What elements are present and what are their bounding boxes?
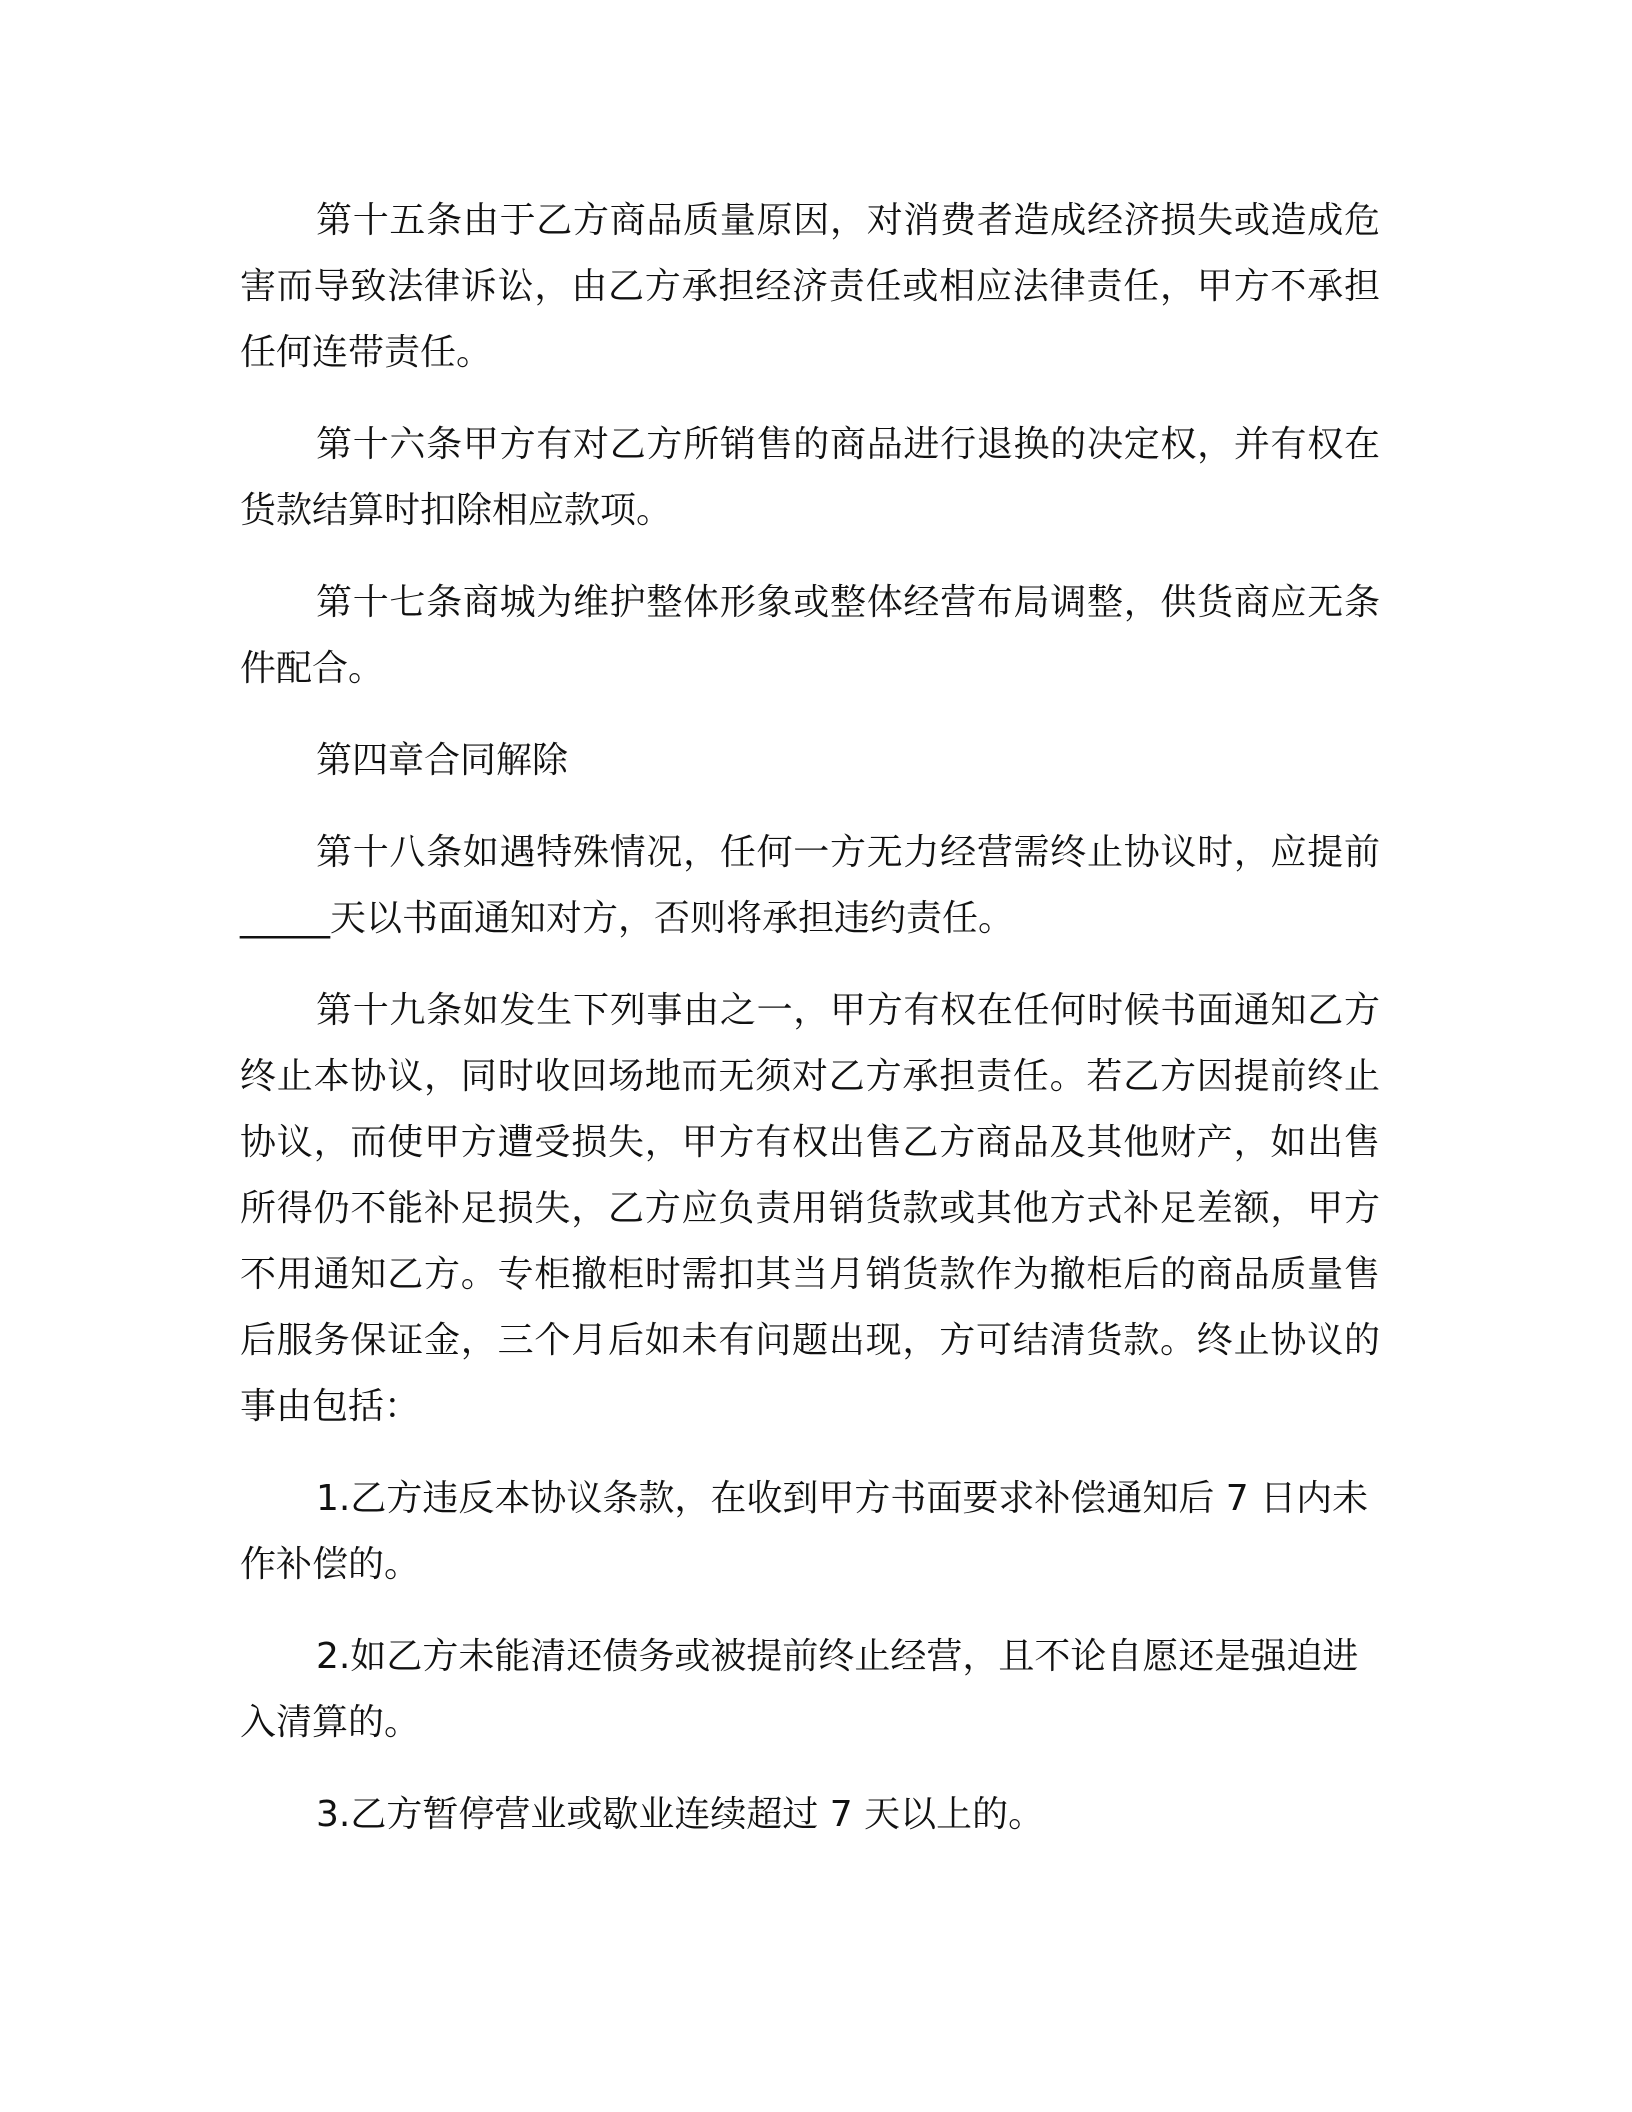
termination-reason-2: 2.如乙方未能清还债务或被提前终止经营，且不论自愿还是强迫进入清算的。 bbox=[240, 1636, 1359, 1743]
chapter-4-heading: 第四章合同解除 bbox=[316, 740, 569, 781]
article-17-paragraph: 第十七条商城为维护整体形象或整体经营布局调整，供货商应无条件配合。 bbox=[240, 582, 1380, 689]
article-16-paragraph: 第十六条甲方有对乙方所销售的商品进行退换的决定权，并有权在货款结算时扣除相应款项。 bbox=[240, 424, 1380, 531]
article-18-paragraph: 第十八条如遇特殊情况，任何一方无力经营需终止协议时，应提前_____天以书面通知对方，否则将承担违约责任。 bbox=[240, 832, 1380, 939]
termination-reason-1: 1.乙方违反本协议条款，在收到甲方书面要求补偿通知后 7 日内未作补偿的。 bbox=[240, 1478, 1369, 1585]
document-page bbox=[240, 188, 1380, 1874]
article-19-paragraph: 第十九条如发生下列事由之一，甲方有权在任何时候书面通知乙方终止本协议，同时收回场地而无须对乙方承担责任。若乙方因提前终止协议，而使甲方遭受损失，甲方有权出售乙方商品及其他财产，如出售所得仍不能补足损失，乙方应负责用销货款或其他方式补足差额，甲方不用通知乙方。专柜撤柜时需扣其当月销货款作为撤柜后的商品质量售后服务保证金，三个月后如未有问题出现，方可结清货款。终止协议的事由包括： bbox=[240, 990, 1380, 1427]
article-15-paragraph: 第十五条由于乙方商品质量原因，对消费者造成经济损失或造成危害而导致法律诉讼，由乙方承担经济责任或相应法律责任，甲方不承担任何连带责任。 bbox=[240, 200, 1380, 373]
termination-reason-3: 3.乙方暂停营业或歇业连续超过 7 天以上的。 bbox=[316, 1794, 1045, 1835]
